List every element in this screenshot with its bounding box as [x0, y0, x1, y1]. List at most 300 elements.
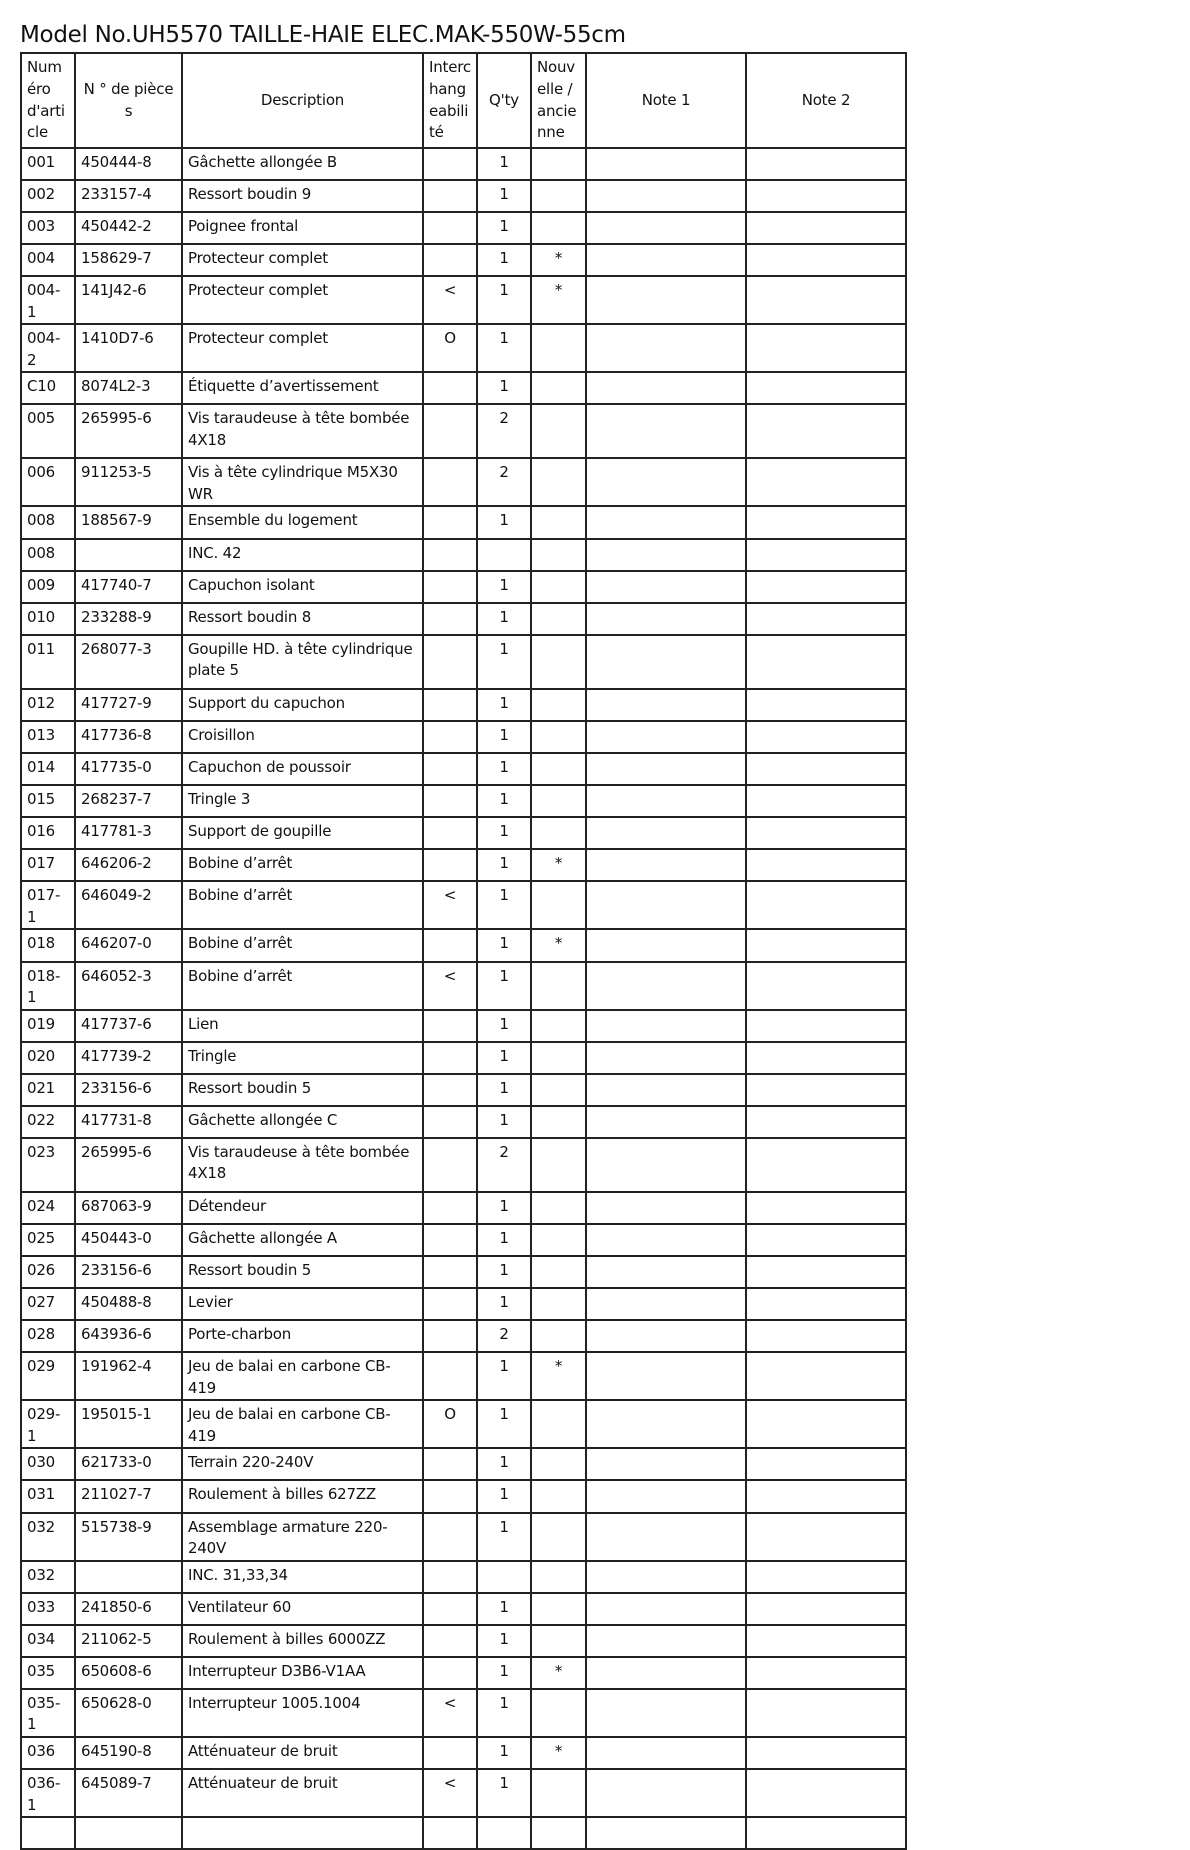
- cell-description: Support du capuchon: [182, 689, 423, 721]
- cell-interchangeability: [423, 571, 477, 603]
- cell-item-number: 012: [21, 689, 75, 721]
- cell-description: Jeu de balai en carbone CB-419: [182, 1400, 423, 1448]
- cell-item-number: 033: [21, 1593, 75, 1625]
- cell-quantity: 1: [477, 721, 531, 753]
- col-header-part-number: N ° de pièces: [75, 53, 182, 148]
- cell-new-old: [531, 1224, 586, 1256]
- cell-note-2: [746, 1320, 906, 1352]
- cell-new-old: *: [531, 1737, 586, 1769]
- cell-note-2: [746, 849, 906, 881]
- cell-note-1: [586, 1448, 746, 1480]
- cell-part-number: 450442-2: [75, 212, 182, 244]
- cell-note-1: [586, 785, 746, 817]
- cell-quantity: 1: [477, 1192, 531, 1224]
- cell-new-old: *: [531, 1657, 586, 1689]
- cell-quantity: 1: [477, 689, 531, 721]
- cell-new-old: [531, 1561, 586, 1593]
- cell-note-2: [746, 1106, 906, 1138]
- cell-part-number: 417781-3: [75, 817, 182, 849]
- cell-note-2: [746, 1561, 906, 1593]
- cell-interchangeability: [423, 212, 477, 244]
- cell-note-2: [746, 1593, 906, 1625]
- cell-note-2: [746, 148, 906, 180]
- table-row: [21, 458, 906, 506]
- cell-new-old: [531, 962, 586, 1010]
- cell-item-number: 016: [21, 817, 75, 849]
- cell-interchangeability: [423, 404, 477, 458]
- cell-note-1: [586, 1288, 746, 1320]
- col-header-quantity: Q'ty: [477, 53, 531, 148]
- cell-new-old: *: [531, 276, 586, 324]
- cell-new-old: [531, 372, 586, 404]
- cell-description: Interrupteur 1005.1004: [182, 1689, 423, 1737]
- cell-interchangeability: <: [423, 881, 477, 929]
- cell-description: Bobine d’arrêt: [182, 929, 423, 961]
- cell-note-2: [746, 635, 906, 689]
- cell-description: Support de goupille: [182, 817, 423, 849]
- cell-note-2: [746, 1448, 906, 1480]
- table-row: [21, 1593, 906, 1625]
- cell-item-number: 005: [21, 404, 75, 458]
- cell-description: Ressort boudin 5: [182, 1256, 423, 1288]
- cell-note-1: [586, 404, 746, 458]
- cell-description: Ressort boudin 5: [182, 1074, 423, 1106]
- cell-quantity: 1: [477, 1010, 531, 1042]
- cell-note-2: [746, 1352, 906, 1400]
- cell-description: Protecteur complet: [182, 324, 423, 372]
- table-row: [21, 1817, 906, 1849]
- cell-interchangeability: [423, 603, 477, 635]
- cell-part-number: [75, 539, 182, 571]
- cell-new-old: [531, 1689, 586, 1737]
- cell-new-old: [531, 1625, 586, 1657]
- cell-description: Bobine d’arrêt: [182, 881, 423, 929]
- cell-item-number: 027: [21, 1288, 75, 1320]
- table-row: [21, 1561, 906, 1593]
- cell-interchangeability: [423, 1513, 477, 1561]
- cell-item-number: 017: [21, 849, 75, 881]
- cell-note-1: [586, 1138, 746, 1192]
- cell-part-number: 650628-0: [75, 1689, 182, 1737]
- cell-item-number: 001: [21, 148, 75, 180]
- cell-note-2: [746, 689, 906, 721]
- cell-part-number: 417737-6: [75, 1010, 182, 1042]
- cell-part-number: 417740-7: [75, 571, 182, 603]
- cell-quantity: 1: [477, 1480, 531, 1512]
- cell-quantity: 1: [477, 1224, 531, 1256]
- cell-interchangeability: <: [423, 1769, 477, 1817]
- cell-description: INC. 42: [182, 539, 423, 571]
- cell-quantity: 1: [477, 1625, 531, 1657]
- cell-quantity: 1: [477, 1256, 531, 1288]
- cell-item-number: 004-1: [21, 276, 75, 324]
- cell-new-old: [531, 1320, 586, 1352]
- table-row: [21, 689, 906, 721]
- cell-new-old: [531, 1817, 586, 1849]
- cell-note-1: [586, 1010, 746, 1042]
- cell-part-number: [75, 1561, 182, 1593]
- cell-quantity: 1: [477, 785, 531, 817]
- cell-item-number: 026: [21, 1256, 75, 1288]
- cell-quantity: 1: [477, 571, 531, 603]
- cell-item-number: 032: [21, 1561, 75, 1593]
- cell-note-2: [746, 1192, 906, 1224]
- cell-part-number: 188567-9: [75, 506, 182, 538]
- cell-note-1: [586, 1625, 746, 1657]
- cell-interchangeability: [423, 1192, 477, 1224]
- cell-part-number: 417735-0: [75, 753, 182, 785]
- table-row: [21, 1448, 906, 1480]
- cell-note-1: [586, 753, 746, 785]
- cell-interchangeability: <: [423, 962, 477, 1010]
- cell-quantity: 2: [477, 458, 531, 506]
- cell-new-old: [531, 1480, 586, 1512]
- cell-item-number: 022: [21, 1106, 75, 1138]
- cell-item-number: 031: [21, 1480, 75, 1512]
- cell-new-old: [531, 1074, 586, 1106]
- cell-note-1: [586, 1817, 746, 1849]
- cell-quantity: 2: [477, 1138, 531, 1192]
- cell-quantity: 1: [477, 1769, 531, 1817]
- cell-part-number: 141J42-6: [75, 276, 182, 324]
- table-row: [21, 1256, 906, 1288]
- cell-description: Interrupteur D3B6-V1AA: [182, 1657, 423, 1689]
- cell-interchangeability: [423, 753, 477, 785]
- cell-description: Croisillon: [182, 721, 423, 753]
- cell-note-1: [586, 1480, 746, 1512]
- cell-new-old: [531, 1288, 586, 1320]
- cell-quantity: 2: [477, 1320, 531, 1352]
- cell-interchangeability: <: [423, 1689, 477, 1737]
- cell-part-number: 191962-4: [75, 1352, 182, 1400]
- cell-item-number: 018: [21, 929, 75, 961]
- cell-interchangeability: [423, 1320, 477, 1352]
- cell-item-number: 006: [21, 458, 75, 506]
- cell-note-1: [586, 539, 746, 571]
- cell-description: Protecteur complet: [182, 276, 423, 324]
- col-header-description: Description: [182, 53, 423, 148]
- cell-description: Ventilateur 60: [182, 1593, 423, 1625]
- cell-quantity: [477, 1817, 531, 1849]
- cell-note-2: [746, 1400, 906, 1448]
- cell-note-1: [586, 689, 746, 721]
- cell-interchangeability: [423, 1106, 477, 1138]
- cell-note-2: [746, 1042, 906, 1074]
- cell-description: Étiquette d’avertissement: [182, 372, 423, 404]
- cell-description: Jeu de balai en carbone CB-419: [182, 1352, 423, 1400]
- cell-new-old: [531, 1042, 586, 1074]
- cell-note-1: [586, 571, 746, 603]
- cell-item-number: 023: [21, 1138, 75, 1192]
- cell-note-2: [746, 721, 906, 753]
- cell-new-old: [531, 881, 586, 929]
- cell-interchangeability: [423, 1737, 477, 1769]
- cell-note-1: [586, 244, 746, 276]
- cell-item-number: 020: [21, 1042, 75, 1074]
- cell-note-2: [746, 1513, 906, 1561]
- cell-part-number: 450443-0: [75, 1224, 182, 1256]
- cell-new-old: [531, 212, 586, 244]
- cell-interchangeability: [423, 721, 477, 753]
- cell-part-number: 195015-1: [75, 1400, 182, 1448]
- cell-new-old: [531, 506, 586, 538]
- table-row: [21, 212, 906, 244]
- table-row: [21, 1288, 906, 1320]
- table-row: [21, 1192, 906, 1224]
- cell-note-1: [586, 1593, 746, 1625]
- cell-new-old: [531, 785, 586, 817]
- cell-quantity: 1: [477, 1737, 531, 1769]
- cell-part-number: 417731-8: [75, 1106, 182, 1138]
- cell-part-number: 268077-3: [75, 635, 182, 689]
- cell-note-2: [746, 404, 906, 458]
- cell-new-old: *: [531, 244, 586, 276]
- table-row: [21, 1224, 906, 1256]
- cell-description: Gâchette allongée C: [182, 1106, 423, 1138]
- cell-quantity: 1: [477, 1593, 531, 1625]
- cell-interchangeability: [423, 1256, 477, 1288]
- cell-interchangeability: [423, 458, 477, 506]
- cell-part-number: 911253-5: [75, 458, 182, 506]
- cell-note-2: [746, 1010, 906, 1042]
- cell-item-number: 009: [21, 571, 75, 603]
- cell-item-number: 032: [21, 1513, 75, 1561]
- cell-note-2: [746, 276, 906, 324]
- cell-part-number: 450488-8: [75, 1288, 182, 1320]
- table-row: [21, 324, 906, 372]
- cell-note-2: [746, 1657, 906, 1689]
- cell-part-number: 1410D7-6: [75, 324, 182, 372]
- cell-note-1: [586, 1513, 746, 1561]
- cell-quantity: 1: [477, 635, 531, 689]
- cell-note-1: [586, 1737, 746, 1769]
- cell-note-1: [586, 506, 746, 538]
- cell-item-number: 018-1: [21, 962, 75, 1010]
- cell-item-number: C10: [21, 372, 75, 404]
- cell-note-1: [586, 1320, 746, 1352]
- cell-description: Gâchette allongée A: [182, 1224, 423, 1256]
- cell-note-1: [586, 849, 746, 881]
- cell-item-number: 010: [21, 603, 75, 635]
- cell-description: Capuchon isolant: [182, 571, 423, 603]
- cell-part-number: 268237-7: [75, 785, 182, 817]
- cell-new-old: [531, 1448, 586, 1480]
- cell-description: [182, 1817, 423, 1849]
- cell-part-number: 8074L2-3: [75, 372, 182, 404]
- cell-note-2: [746, 1737, 906, 1769]
- cell-part-number: 646207-0: [75, 929, 182, 961]
- cell-note-2: [746, 1288, 906, 1320]
- cell-note-2: [746, 458, 906, 506]
- cell-quantity: 1: [477, 276, 531, 324]
- cell-note-2: [746, 244, 906, 276]
- cell-note-1: [586, 324, 746, 372]
- cell-quantity: 1: [477, 962, 531, 1010]
- cell-note-1: [586, 1074, 746, 1106]
- table-row: [21, 1138, 906, 1192]
- cell-description: Porte-charbon: [182, 1320, 423, 1352]
- cell-item-number: 025: [21, 1224, 75, 1256]
- cell-note-1: [586, 1689, 746, 1737]
- cell-part-number: 687063-9: [75, 1192, 182, 1224]
- cell-new-old: *: [531, 849, 586, 881]
- cell-description: Atténuateur de bruit: [182, 1769, 423, 1817]
- cell-note-1: [586, 1224, 746, 1256]
- cell-quantity: 1: [477, 1400, 531, 1448]
- cell-note-2: [746, 1689, 906, 1737]
- cell-note-1: [586, 1192, 746, 1224]
- cell-note-1: [586, 1657, 746, 1689]
- cell-description: Assemblage armature 220-240V: [182, 1513, 423, 1561]
- cell-new-old: [531, 1400, 586, 1448]
- table-row: [21, 881, 906, 929]
- cell-quantity: 1: [477, 180, 531, 212]
- cell-interchangeability: [423, 1448, 477, 1480]
- cell-interchangeability: [423, 1657, 477, 1689]
- cell-quantity: 1: [477, 881, 531, 929]
- cell-interchangeability: [423, 180, 477, 212]
- cell-part-number: 233156-6: [75, 1074, 182, 1106]
- cell-description: Vis taraudeuse à tête bombée 4X18: [182, 404, 423, 458]
- cell-new-old: [531, 180, 586, 212]
- cell-note-1: [586, 962, 746, 1010]
- table-row: [21, 603, 906, 635]
- cell-new-old: [531, 753, 586, 785]
- cell-note-1: [586, 212, 746, 244]
- table-row: [21, 1074, 906, 1106]
- cell-part-number: 265995-6: [75, 1138, 182, 1192]
- cell-note-2: [746, 1769, 906, 1817]
- cell-note-2: [746, 929, 906, 961]
- cell-quantity: 1: [477, 372, 531, 404]
- cell-description: Terrain 220-240V: [182, 1448, 423, 1480]
- table-row: [21, 404, 906, 458]
- cell-part-number: 646049-2: [75, 881, 182, 929]
- cell-item-number: [21, 1817, 75, 1849]
- cell-interchangeability: [423, 372, 477, 404]
- cell-quantity: 1: [477, 324, 531, 372]
- cell-interchangeability: O: [423, 324, 477, 372]
- cell-new-old: [531, 1256, 586, 1288]
- cell-note-1: [586, 1042, 746, 1074]
- header-row: [21, 53, 906, 148]
- table-row: [21, 753, 906, 785]
- cell-quantity: 1: [477, 148, 531, 180]
- cell-item-number: 011: [21, 635, 75, 689]
- cell-note-1: [586, 817, 746, 849]
- cell-new-old: [531, 404, 586, 458]
- table-row: [21, 1010, 906, 1042]
- cell-note-1: [586, 881, 746, 929]
- cell-interchangeability: O: [423, 1400, 477, 1448]
- cell-interchangeability: [423, 1224, 477, 1256]
- cell-part-number: 621733-0: [75, 1448, 182, 1480]
- cell-quantity: 1: [477, 929, 531, 961]
- cell-part-number: 158629-7: [75, 244, 182, 276]
- cell-quantity: [477, 1561, 531, 1593]
- cell-note-1: [586, 721, 746, 753]
- cell-item-number: 036-1: [21, 1769, 75, 1817]
- cell-interchangeability: [423, 539, 477, 571]
- cell-note-1: [586, 1400, 746, 1448]
- cell-note-1: [586, 1352, 746, 1400]
- table-row: [21, 1689, 906, 1737]
- cell-quantity: 1: [477, 244, 531, 276]
- cell-new-old: [531, 1138, 586, 1192]
- cell-note-1: [586, 1561, 746, 1593]
- cell-interchangeability: [423, 929, 477, 961]
- cell-part-number: 233288-9: [75, 603, 182, 635]
- cell-item-number: 003: [21, 212, 75, 244]
- table-row: [21, 506, 906, 538]
- page-title: Model No.UH5570 TAILLE-HAIE ELEC.MAK-550W-55cm: [20, 22, 626, 48]
- cell-interchangeability: [423, 1010, 477, 1042]
- cell-quantity: 1: [477, 1288, 531, 1320]
- cell-part-number: 645089-7: [75, 1769, 182, 1817]
- cell-description: Poignee frontal: [182, 212, 423, 244]
- cell-quantity: 1: [477, 1448, 531, 1480]
- cell-note-2: [746, 1625, 906, 1657]
- cell-note-2: [746, 1224, 906, 1256]
- cell-interchangeability: [423, 506, 477, 538]
- cell-note-2: [746, 324, 906, 372]
- cell-interchangeability: [423, 1074, 477, 1106]
- cell-part-number: 265995-6: [75, 404, 182, 458]
- cell-interchangeability: [423, 689, 477, 721]
- cell-description: Ressort boudin 8: [182, 603, 423, 635]
- cell-interchangeability: [423, 1817, 477, 1849]
- cell-quantity: [477, 539, 531, 571]
- cell-item-number: 035: [21, 1657, 75, 1689]
- table-row: [21, 539, 906, 571]
- cell-part-number: 646052-3: [75, 962, 182, 1010]
- cell-new-old: [531, 689, 586, 721]
- cell-description: Vis à tête cylindrique M5X30 WR: [182, 458, 423, 506]
- cell-quantity: 1: [477, 1074, 531, 1106]
- table-row: [21, 1769, 906, 1817]
- cell-part-number: 233156-6: [75, 1256, 182, 1288]
- cell-note-2: [746, 1138, 906, 1192]
- cell-item-number: 013: [21, 721, 75, 753]
- table-row: [21, 276, 906, 324]
- cell-interchangeability: [423, 785, 477, 817]
- cell-quantity: 1: [477, 817, 531, 849]
- cell-new-old: [531, 458, 586, 506]
- cell-note-1: [586, 603, 746, 635]
- col-header-note-1: Note 1: [586, 53, 746, 148]
- cell-new-old: [531, 635, 586, 689]
- cell-quantity: 1: [477, 506, 531, 538]
- cell-description: Tringle 3: [182, 785, 423, 817]
- cell-note-2: [746, 753, 906, 785]
- cell-new-old: [531, 571, 586, 603]
- table-row: [21, 1657, 906, 1689]
- cell-interchangeability: [423, 1288, 477, 1320]
- cell-note-1: [586, 1769, 746, 1817]
- cell-quantity: 2: [477, 404, 531, 458]
- cell-item-number: 034: [21, 1625, 75, 1657]
- table-row: [21, 1106, 906, 1138]
- cell-interchangeability: [423, 1561, 477, 1593]
- cell-note-2: [746, 1074, 906, 1106]
- cell-note-2: [746, 881, 906, 929]
- cell-new-old: [531, 1010, 586, 1042]
- cell-note-1: [586, 458, 746, 506]
- cell-note-1: [586, 276, 746, 324]
- cell-description: Tringle: [182, 1042, 423, 1074]
- cell-note-2: [746, 785, 906, 817]
- cell-description: Goupille HD. à tête cylindrique plate 5: [182, 635, 423, 689]
